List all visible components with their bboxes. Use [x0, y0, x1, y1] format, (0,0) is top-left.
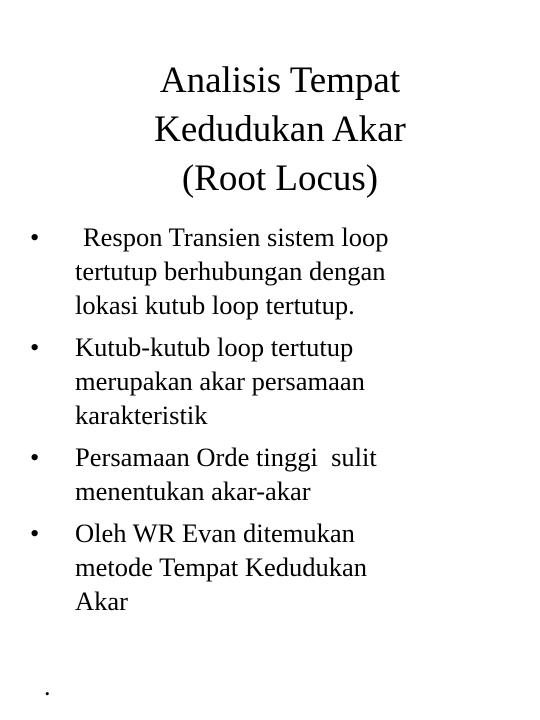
bullet-line: Akar [75, 586, 128, 616]
trailing-mark: . [44, 672, 51, 701]
title-line: Analisis Tempat [159, 60, 401, 101]
bullet-line: Oleh WR Evan ditemukan [75, 518, 355, 548]
bullet-line: metode Tempat Kedudukan [75, 552, 368, 582]
bullet-item [30, 220, 500, 322]
bullet-marker: • [30, 222, 40, 252]
bullet-line: tertutup berhubungan dengan [75, 256, 386, 286]
bullet-line: menentukan akar-akar [75, 476, 311, 506]
bullet-line: merupakan akar persamaan [75, 366, 365, 396]
bullet-line: Respon Transien sistem loop [83, 222, 389, 252]
bullet-item [30, 330, 500, 432]
title-line: Kedudukan Akar [154, 109, 406, 150]
bullet-item [30, 440, 500, 508]
bullet-line: Kutub-kutub loop tertutup [75, 332, 354, 362]
bullet-item [30, 516, 500, 618]
bullet-list [30, 220, 500, 626]
bullet-marker: • [30, 442, 40, 472]
bullet-marker: • [30, 518, 40, 548]
bullet-line: Persamaan Orde tinggi sulit [75, 442, 377, 472]
bullet-marker: • [30, 332, 40, 362]
slide-title [100, 56, 460, 203]
bullet-line: lokasi kutub loop tertutup. [75, 290, 355, 320]
title-line: (Root Locus) [181, 158, 379, 199]
bullet-line: karakteristik [75, 400, 208, 430]
